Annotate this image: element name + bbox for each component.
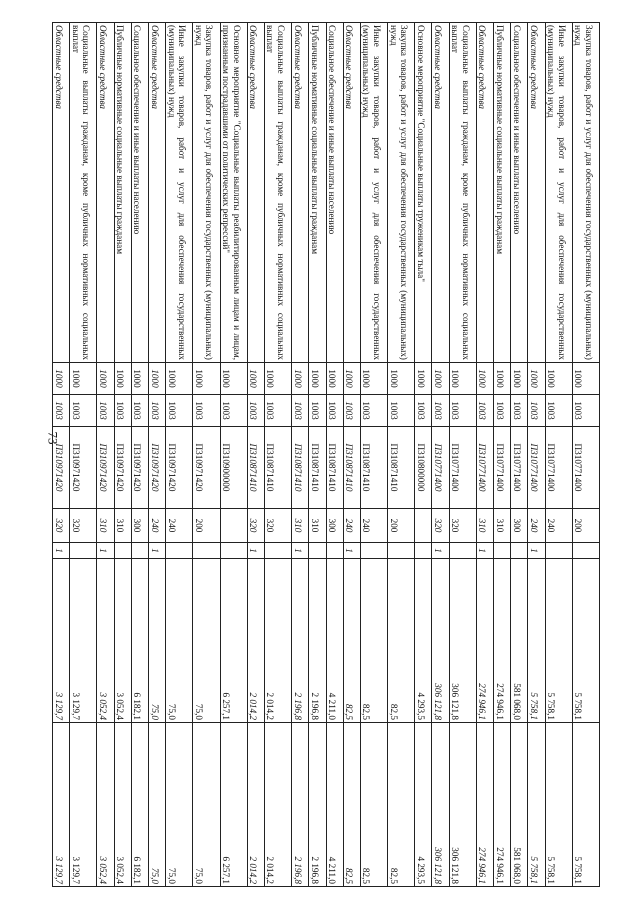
funding-source-cell	[220, 543, 247, 559]
table-row	[572, 23, 599, 887]
subsection-code-cell: 1003	[415, 395, 432, 427]
subsection-code-cell: 1003	[528, 395, 545, 427]
amount-year1-cell: 75,0	[193, 559, 220, 723]
section-code-cell: 1000	[511, 363, 528, 395]
expense-type-cell: 240	[545, 509, 572, 543]
section-code-cell: 1000	[528, 363, 545, 395]
amount-year1-cell: 75,0	[166, 559, 193, 723]
section-code-cell: 1000	[415, 363, 432, 395]
expense-type-cell: 320	[449, 509, 476, 543]
section-code-cell: 1000	[265, 363, 292, 395]
section-code-cell: 1000	[193, 363, 220, 395]
expense-type-cell: 200	[388, 509, 415, 543]
funding-source-cell	[415, 543, 432, 559]
table-row	[449, 23, 476, 887]
row-name-cell: Иные закупки товаров, работ и услуг для обеспечения государственных (муниципальных) нужд	[545, 23, 572, 363]
target-article-cell: П310871410	[309, 427, 326, 509]
section-code-cell: 1000	[97, 363, 114, 395]
expense-type-cell: 300	[131, 509, 148, 543]
amount-year2-cell: 274 946,1	[494, 723, 511, 887]
amount-year2-cell: 82,5	[388, 723, 415, 887]
subsection-code-cell: 1003	[545, 395, 572, 427]
expense-type-cell: 240	[149, 509, 166, 543]
table-row	[149, 23, 166, 887]
section-code-cell: 1000	[53, 363, 70, 395]
row-name-cell: Областные средства	[528, 23, 545, 363]
row-name-cell: Социальные выплаты гражданам, кроме публичных нормативных социальных выплат	[70, 23, 97, 363]
table-row	[193, 23, 220, 887]
section-code-cell: 1000	[545, 363, 572, 395]
amount-year2-cell: 82,5	[360, 723, 387, 887]
row-name-cell: Публичные нормативные социальные выплаты гражданам	[494, 23, 511, 363]
section-code-cell: 1000	[247, 363, 264, 395]
target-article-cell: П310971420	[131, 427, 148, 509]
expense-type-cell: 310	[292, 509, 309, 543]
amount-year2-cell: 2 196,8	[309, 723, 326, 887]
section-code-cell: 1000	[220, 363, 247, 395]
amount-year2-cell: 75,0	[166, 723, 193, 887]
amount-year2-cell: 2 196,8	[292, 723, 309, 887]
target-article-cell: П310871410	[343, 427, 360, 509]
expense-type-cell: 200	[572, 509, 599, 543]
funding-source-cell	[449, 543, 476, 559]
amount-year1-cell: 4 211,0	[326, 559, 343, 723]
subsection-code-cell: 1003	[360, 395, 387, 427]
amount-year2-cell: 6 257,1	[220, 723, 247, 887]
section-code-cell: 1000	[432, 363, 449, 395]
table-row	[432, 23, 449, 887]
expense-type-cell	[415, 509, 432, 543]
section-code-cell: 1000	[494, 363, 511, 395]
funding-source-cell: 1	[432, 543, 449, 559]
subsection-code-cell: 1003	[70, 395, 97, 427]
amount-year2-cell: 3 052,4	[114, 723, 131, 887]
funding-source-cell	[326, 543, 343, 559]
expense-type-cell: 300	[511, 509, 528, 543]
section-code-cell: 1000	[326, 363, 343, 395]
expense-type-cell: 310	[494, 509, 511, 543]
section-code-cell: 1000	[572, 363, 599, 395]
subsection-code-cell: 1003	[292, 395, 309, 427]
subsection-code-cell: 1003	[114, 395, 131, 427]
expense-type-cell: 320	[70, 509, 97, 543]
row-name-cell: Закупка товаров, работ и услуг для обеспечения государственных (муниципальных) нужд	[193, 23, 220, 363]
amount-year1-cell: 4 293,5	[415, 559, 432, 723]
table-row	[415, 23, 432, 887]
expense-type-cell: 200	[193, 509, 220, 543]
expense-type-cell: 320	[265, 509, 292, 543]
amount-year1-cell: 5 758,1	[528, 559, 545, 723]
target-article-cell: П310971420	[114, 427, 131, 509]
table-row	[97, 23, 114, 887]
funding-source-cell	[360, 543, 387, 559]
subsection-code-cell: 1003	[193, 395, 220, 427]
target-article-cell: П310971420	[97, 427, 114, 509]
section-code-cell: 1000	[476, 363, 493, 395]
funding-source-cell: 1	[247, 543, 264, 559]
target-article-cell: П310971420	[166, 427, 193, 509]
table-row	[247, 23, 264, 887]
target-article-cell: П310771400	[528, 427, 545, 509]
row-name-cell: Социальное обеспечение и иные выплаты населению	[326, 23, 343, 363]
section-code-cell: 1000	[309, 363, 326, 395]
subsection-code-cell: 1003	[432, 395, 449, 427]
target-article-cell: П310871410	[388, 427, 415, 509]
row-name-cell: Социальное обеспечение и иные выплаты населению	[131, 23, 148, 363]
amount-year1-cell: 5 758,1	[545, 559, 572, 723]
target-article-cell: П310771400	[494, 427, 511, 509]
row-name-cell: Иные закупки товаров, работ и услуг для обеспечения государственных (муниципальных) нужд	[360, 23, 387, 363]
amount-year2-cell: 306 121,8	[449, 723, 476, 887]
row-name-cell: Областные средства	[149, 23, 166, 363]
expense-type-cell: 240	[360, 509, 387, 543]
target-article-cell: П310971420	[70, 427, 97, 509]
subsection-code-cell: 1003	[326, 395, 343, 427]
section-code-cell: 1000	[343, 363, 360, 395]
row-name-cell: Социальные выплаты гражданам, кроме публичных нормативных социальных выплат	[449, 23, 476, 363]
amount-year1-cell: 3 052,4	[114, 559, 131, 723]
expense-type-cell: 310	[114, 509, 131, 543]
funding-source-cell: 1	[53, 543, 70, 559]
table-row	[545, 23, 572, 887]
table-row	[309, 23, 326, 887]
expense-type-cell: 240	[343, 509, 360, 543]
table-row	[528, 23, 545, 887]
subsection-code-cell: 1003	[449, 395, 476, 427]
table-row	[220, 23, 247, 887]
section-code-cell: 1000	[114, 363, 131, 395]
amount-year2-cell: 75,0	[149, 723, 166, 887]
rotated-page	[53, 22, 600, 886]
target-article-cell: П310771400	[449, 427, 476, 509]
funding-source-cell	[494, 543, 511, 559]
section-code-cell: 1000	[449, 363, 476, 395]
amount-year1-cell: 274 946,1	[476, 559, 493, 723]
amount-year1-cell: 3 052,4	[97, 559, 114, 723]
subsection-code-cell: 1003	[166, 395, 193, 427]
amount-year1-cell: 82,5	[343, 559, 360, 723]
amount-year2-cell: 274 946,1	[476, 723, 493, 887]
funding-source-cell: 1	[528, 543, 545, 559]
amount-year2-cell: 5 758,1	[572, 723, 599, 887]
amount-year2-cell: 3 052,4	[97, 723, 114, 887]
amount-year2-cell: 3 129,7	[53, 723, 70, 887]
funding-source-cell	[388, 543, 415, 559]
amount-year1-cell: 581 068,0	[511, 559, 528, 723]
funding-source-cell: 1	[97, 543, 114, 559]
subsection-code-cell: 1003	[220, 395, 247, 427]
subsection-code-cell: 1003	[494, 395, 511, 427]
subsection-code-cell: 1003	[131, 395, 148, 427]
row-name-cell: Областные средства	[247, 23, 264, 363]
amount-year1-cell: 3 129,7	[53, 559, 70, 723]
target-article-cell: П310871410	[326, 427, 343, 509]
subsection-code-cell: 1003	[511, 395, 528, 427]
section-code-cell: 1000	[292, 363, 309, 395]
funding-source-cell: 1	[292, 543, 309, 559]
row-name-cell: Закупка товаров, работ и услуг для обеспечения государственных (муниципальных) нужд	[572, 23, 599, 363]
section-code-cell: 1000	[131, 363, 148, 395]
funding-source-cell	[265, 543, 292, 559]
row-name-cell: Областные средства	[97, 23, 114, 363]
row-name-cell: Областные средства	[292, 23, 309, 363]
table-row	[166, 23, 193, 887]
table-row	[388, 23, 415, 887]
subsection-code-cell: 1003	[343, 395, 360, 427]
target-article-cell: П310871410	[360, 427, 387, 509]
section-code-cell: 1000	[360, 363, 387, 395]
funding-source-cell: 1	[476, 543, 493, 559]
subsection-code-cell: 1003	[97, 395, 114, 427]
funding-source-cell	[70, 543, 97, 559]
funding-source-cell	[114, 543, 131, 559]
row-name-cell: Социальные выплаты гражданам, кроме публичных нормативных социальных выплат	[265, 23, 292, 363]
amount-year2-cell: 581 068,0	[511, 723, 528, 887]
expense-type-cell: 310	[476, 509, 493, 543]
table-row	[114, 23, 131, 887]
subsection-code-cell: 1003	[572, 395, 599, 427]
table-row	[53, 23, 70, 887]
subsection-code-cell: 1003	[265, 395, 292, 427]
amount-year1-cell: 6 182,1	[131, 559, 148, 723]
amount-year1-cell: 75,0	[149, 559, 166, 723]
section-code-cell: 1000	[388, 363, 415, 395]
amount-year2-cell: 82,5	[343, 723, 360, 887]
row-name-cell: Областные средства	[432, 23, 449, 363]
row-name-cell: Областные средства	[343, 23, 360, 363]
target-article-cell: П310771400	[511, 427, 528, 509]
target-article-cell: П310900000	[220, 427, 247, 509]
subsection-code-cell: 1003	[476, 395, 493, 427]
funding-source-cell	[131, 543, 148, 559]
target-article-cell: П310871410	[247, 427, 264, 509]
row-name-cell: Публичные нормативные социальные выплаты гражданам	[114, 23, 131, 363]
subsection-code-cell: 1003	[309, 395, 326, 427]
amount-year1-cell: 6 257,1	[220, 559, 247, 723]
budget-table	[52, 22, 600, 887]
target-article-cell: П310771400	[545, 427, 572, 509]
row-name-cell: Областные средства	[53, 23, 70, 363]
table-row	[326, 23, 343, 887]
table-row	[292, 23, 309, 887]
table-row	[343, 23, 360, 887]
subsection-code-cell: 1003	[247, 395, 264, 427]
target-article-cell: П310971420	[149, 427, 166, 509]
table-row	[265, 23, 292, 887]
amount-year1-cell: 82,5	[388, 559, 415, 723]
target-article-cell: П310871410	[265, 427, 292, 509]
amount-year2-cell: 2 014,2	[265, 723, 292, 887]
budget-sheet	[53, 22, 600, 886]
expense-type-cell: 240	[528, 509, 545, 543]
page-number: 73	[45, 431, 61, 445]
row-name-cell: Социальное обеспечение и иные выплаты населению	[511, 23, 528, 363]
section-code-cell: 1000	[70, 363, 97, 395]
amount-year1-cell: 82,5	[360, 559, 387, 723]
funding-source-cell	[511, 543, 528, 559]
subsection-code-cell: 1003	[149, 395, 166, 427]
target-article-cell: П310971420	[193, 427, 220, 509]
amount-year1-cell: 2 196,8	[309, 559, 326, 723]
amount-year1-cell: 2 196,8	[292, 559, 309, 723]
subsection-code-cell: 1003	[53, 395, 70, 427]
amount-year2-cell: 5 758,1	[528, 723, 545, 887]
amount-year1-cell: 5 758,1	[572, 559, 599, 723]
target-article-cell: П310771400	[432, 427, 449, 509]
funding-source-cell	[193, 543, 220, 559]
amount-year2-cell: 75,0	[193, 723, 220, 887]
table-row	[511, 23, 528, 887]
table-row	[360, 23, 387, 887]
funding-source-cell	[166, 543, 193, 559]
amount-year1-cell: 2 014,2	[247, 559, 264, 723]
target-article-cell: П310771400	[476, 427, 493, 509]
table-row	[494, 23, 511, 887]
section-code-cell: 1000	[149, 363, 166, 395]
funding-source-cell	[309, 543, 326, 559]
expense-type-cell: 310	[97, 509, 114, 543]
row-name-cell: Основное мероприятие "Социальные выплаты труженикам тыла"	[415, 23, 432, 363]
budget-table-body	[53, 23, 600, 887]
section-code-cell: 1000	[166, 363, 193, 395]
subsection-code-cell: 1003	[388, 395, 415, 427]
amount-year1-cell: 306 121,8	[449, 559, 476, 723]
funding-source-cell	[572, 543, 599, 559]
target-article-cell: П310771400	[572, 427, 599, 509]
expense-type-cell: 320	[432, 509, 449, 543]
target-article-cell: П310971420	[53, 427, 70, 509]
table-row	[70, 23, 97, 887]
funding-source-cell	[545, 543, 572, 559]
row-name-cell: Иные закупки товаров, работ и услуг для обеспечения государственных (муниципальных) нужд	[166, 23, 193, 363]
expense-type-cell: 310	[309, 509, 326, 543]
amount-year1-cell: 3 129,7	[70, 559, 97, 723]
funding-source-cell: 1	[149, 543, 166, 559]
amount-year2-cell: 4 293,5	[415, 723, 432, 887]
amount-year2-cell: 306 121,8	[432, 723, 449, 887]
funding-source-cell: 1	[343, 543, 360, 559]
amount-year2-cell: 2 014,2	[247, 723, 264, 887]
amount-year2-cell: 5 758,1	[545, 723, 572, 887]
row-name-cell: Закупка товаров, работ и услуг для обеспечения государственных (муниципальных) нужд	[388, 23, 415, 363]
row-name-cell: Основное мероприятие "Социальные выплаты реабилитированным лицам и лицам, признанным пострадавшими от политических репрессий"	[220, 23, 247, 363]
amount-year2-cell: 6 182,1	[131, 723, 148, 887]
row-name-cell: Областные средства	[476, 23, 493, 363]
expense-type-cell: 320	[53, 509, 70, 543]
expense-type-cell	[220, 509, 247, 543]
expense-type-cell: 300	[326, 509, 343, 543]
amount-year1-cell: 306 121,8	[432, 559, 449, 723]
target-article-cell: П310871410	[292, 427, 309, 509]
row-name-cell: Публичные нормативные социальные выплаты гражданам	[309, 23, 326, 363]
table-row	[476, 23, 493, 887]
table-row	[131, 23, 148, 887]
expense-type-cell: 320	[247, 509, 264, 543]
target-article-cell: П310800000	[415, 427, 432, 509]
expense-type-cell: 240	[166, 509, 193, 543]
amount-year2-cell: 4 211,0	[326, 723, 343, 887]
amount-year2-cell: 3 129,7	[70, 723, 97, 887]
amount-year1-cell: 274 946,1	[494, 559, 511, 723]
amount-year1-cell: 2 014,2	[265, 559, 292, 723]
